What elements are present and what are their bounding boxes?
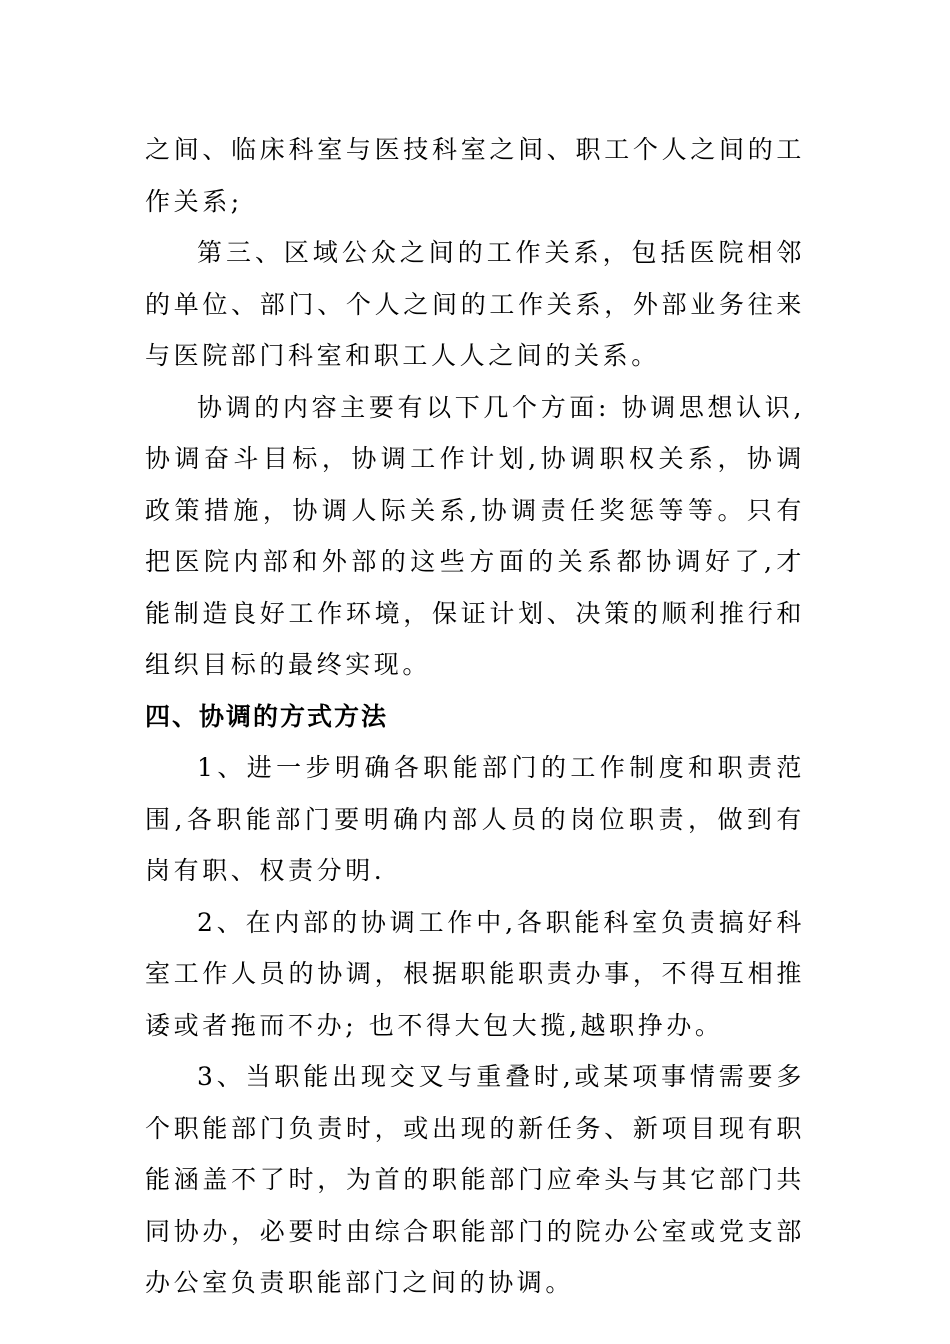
list-item-1: 1、进一步明确各职能部门的工作制度和职责范围,各职能部门要明确内部人员的岗位职责，做到有岗有职、权责分明.: [145, 753, 805, 885]
list-item-2: 2、在内部的协调工作中,各职能科室负责搞好科室工作人员的协调，根据职能职责办事，不得互相推诿或者拖而不办; 也不得大包大揽,越职挣办。: [145, 907, 805, 1040]
list-item-3: 3、当职能出现交叉与重叠时,或某项事情需要多个职能部门负责时，或出现的新任务、新项目现有职能涵盖不了时，为首的职能部门应牵头与其它部门共同协办，必要时由综合职能部门的院办公室或党支部办公室负责职能部门之间的协调。: [145, 1062, 805, 1297]
section-heading: 四、协调的方式方法: [145, 701, 389, 731]
paragraph-coordination-content: 协调的内容主要有以下几个方面: 协调思想认识,协调奋斗目标，协调工作计划,协调职权关系，协调政策措施，协调人际关系,协调责任奖惩等等。只有把医院内部和外部的这些方面的关系都协调好了,才能制造良好工作环境，保证计划、决策的顺利推行和组织目标的最终实现。: [145, 392, 805, 679]
paragraph-continuation: 之间、临床科室与医技科室之间、职工个人之间的工作关系;: [145, 135, 805, 216]
document-body: [145, 124, 805, 1309]
paragraph-third-relationship: 第三、区域公众之间的工作关系，包括医院相邻的单位、部门、个人之间的工作关系，外部业务往来与医院部门科室和职工人人之间的关系。: [145, 238, 805, 370]
